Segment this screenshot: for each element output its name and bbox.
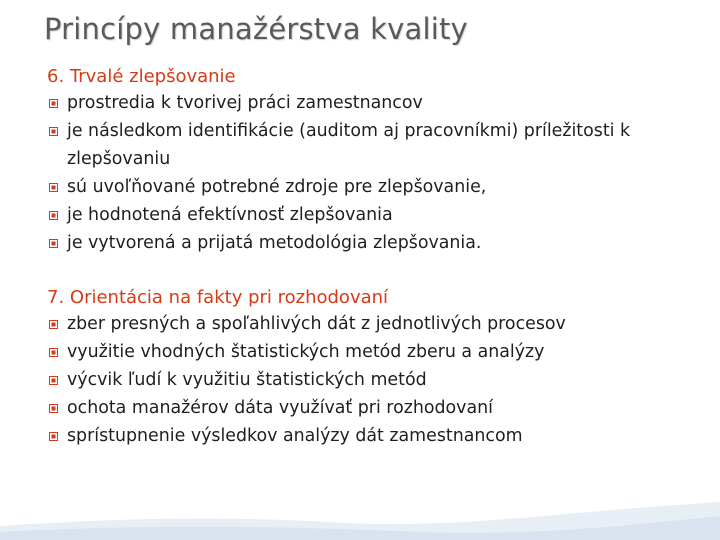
list-item	[47, 117, 707, 173]
list-item-text: prostredia k tvorivej práci zamestnancov	[67, 93, 423, 113]
square-bullet-icon	[49, 183, 58, 192]
square-bullet-icon	[49, 404, 58, 413]
square-bullet-icon	[49, 348, 58, 357]
list-item-text: sprístupnenie výsledkov analýzy dát zamestnancom	[67, 426, 523, 446]
square-bullet-icon	[49, 239, 58, 248]
list-item	[47, 366, 707, 394]
list-item	[47, 201, 707, 229]
section-fact-based-decisions	[47, 285, 707, 450]
bullet-list	[47, 89, 707, 257]
list-item-text: je hodnotená efektívnosť zlepšovania	[67, 205, 393, 225]
bullet-list	[47, 310, 707, 450]
section-continuous-improvement	[47, 64, 707, 257]
section-heading: 7. Orientácia na fakty pri rozhodovaní	[47, 287, 389, 308]
square-bullet-icon	[49, 432, 58, 441]
list-item	[47, 422, 707, 450]
list-item-text: využitie vhodných štatistických metód zberu a analýzy	[67, 342, 545, 362]
slide-title: Princípy manažérstva kvality	[44, 12, 468, 46]
square-bullet-icon	[49, 99, 58, 108]
list-item-text: ochota manažérov dáta využívať pri rozhodovaní	[67, 398, 493, 418]
square-bullet-icon	[49, 320, 58, 329]
list-item-text: je následkom identifikácie (auditom aj pracovníkmi) príležitosti k zlepšovaniu	[67, 121, 631, 169]
square-bullet-icon	[49, 376, 58, 385]
section-heading: 6. Trvalé zlepšovanie	[47, 66, 236, 87]
list-item	[47, 89, 707, 117]
list-item	[47, 229, 707, 257]
list-item	[47, 338, 707, 366]
list-item-text: je vytvorená a prijatá metodológia zlepšovania.	[67, 233, 482, 253]
square-bullet-icon	[49, 211, 58, 220]
list-item	[47, 394, 707, 422]
square-bullet-icon	[49, 127, 58, 136]
list-item-text: zber presných a spoľahlivých dát z jednotlivých procesov	[67, 314, 566, 334]
list-item-text: výcvik ľudí k využitiu štatistických metód	[67, 370, 427, 390]
list-item-text: sú uvoľňované potrebné zdroje pre zlepšovanie,	[67, 177, 487, 197]
list-item	[47, 310, 707, 338]
list-item	[47, 173, 707, 201]
